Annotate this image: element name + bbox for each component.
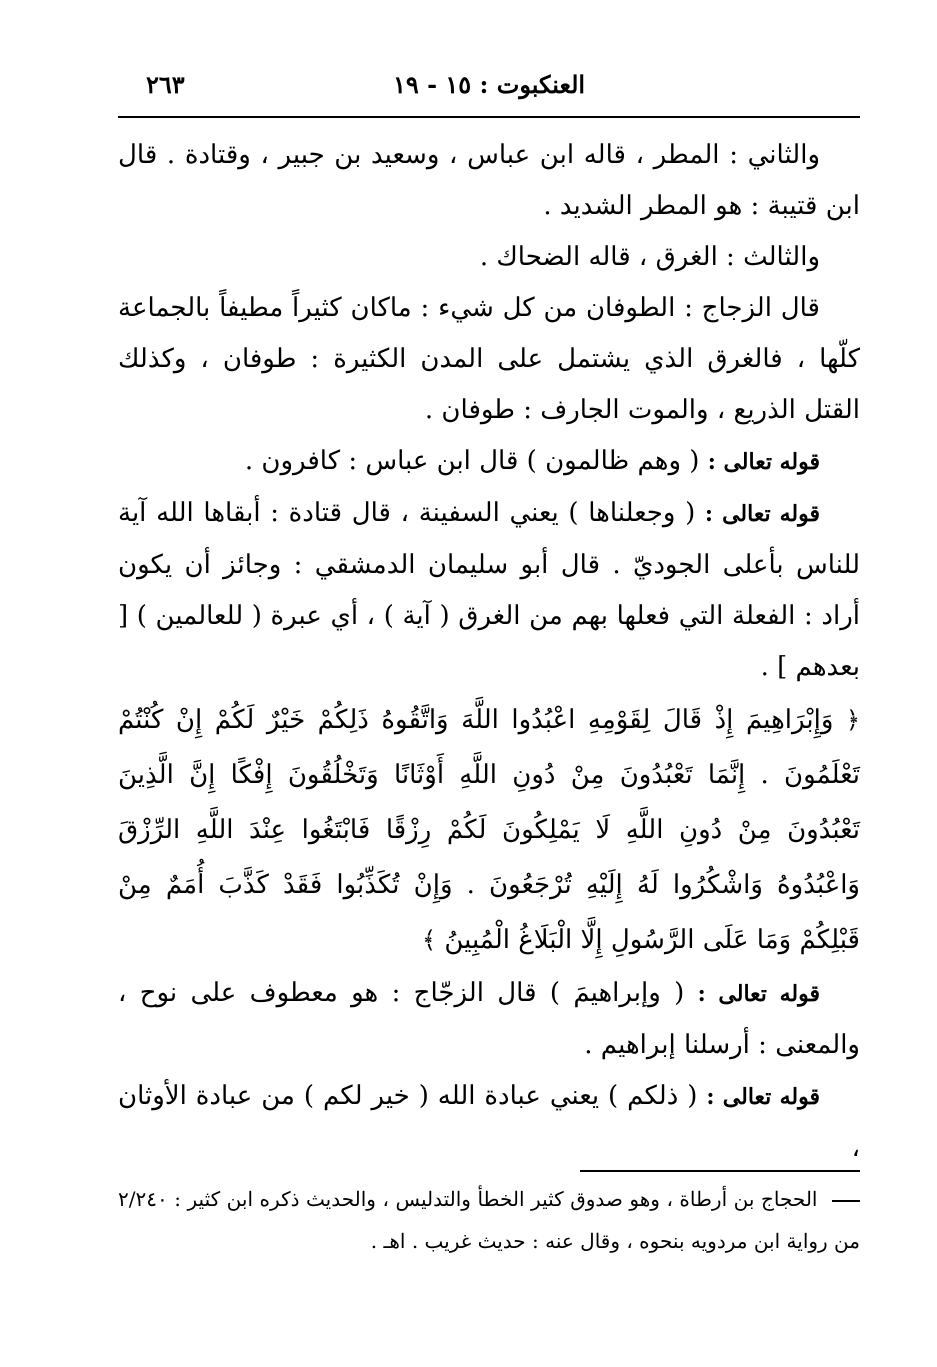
quran-verse — [118, 693, 860, 968]
paragraph-lead: قوله تعالى : — [697, 981, 820, 1007]
paragraph-text: والثالث : الغرق ، قاله الضحاك . — [479, 242, 820, 272]
paragraph-text: ( وجعلناها ) يعني السفينة ، قال قتادة : أبقاها الله آية للناس بأعلى الجوديّ . قال أبو سليمان الدمشقي : وجائز أن يكون أراد : الفعلة التي فعلها بهم من الغرق ( آية ) ، أي عبرة ( للعالمين ) [ بعدهم ] . — [118, 498, 860, 682]
paragraph-6 — [118, 968, 860, 1071]
paragraph-1 — [118, 130, 860, 232]
page-header — [118, 58, 860, 118]
footnote-rule — [580, 1170, 860, 1172]
paragraph-text: قال الزجاج : الطوفان من كل شيء : ماكان كثيراً مطيفاً بالجماعة كلّها ، فالغرق الذي يشتمل على المدن الكثيرة : طوفان ، وكذلك القتل الذريع ، والموت الجارف : طوفان . — [118, 293, 860, 425]
page — [118, 58, 860, 1318]
paragraph-lead: قوله تعالى : — [706, 1084, 820, 1110]
paragraph-lead: قوله تعالى : — [707, 449, 820, 475]
verse-text: وَإِبْرَاهِيمَ إِذْ قَالَ لِقَوْمِهِ اعْبُدُوا اللَّهَ وَاتَّقُوهُ ذَلِكُمْ خَيْرٌ لَكُمْ إِنْ كُنْتُمْ تَعْلَمُونَ . إِنَّمَا تَعْبُدُونَ مِنْ دُونِ اللَّهِ أَوْثَانًا وَتَخْلُقُونَ إِفْكًا إِنَّ الَّذِينَ تَعْبُدُونَ مِنْ دُونِ اللَّهِ لَا يَمْلِكُونَ لَكُمْ رِزْقًا فَابْتَغُوا عِنْدَ اللَّهِ الرِّزْقَ وَاعْبُدُوهُ وَاشْكُرُوا لَهُ إِلَيْهِ تُرْجَعُونَ . وَإِنْ تُكَذِّبُوا فَقَدْ كَذَّبَ أُمَمٌ مِنْ قَبْلِكُمْ وَمَا عَلَى الرَّسُولِ إِلَّا الْبَلَاغُ الْمُبِينُ — [118, 705, 860, 955]
paragraph-lead: قوله تعالى : — [704, 501, 821, 527]
paragraph-text: ( ذلكم ) يعني عبادة الله ( خير لكم ) من عبادة الأوثان ، — [118, 1081, 860, 1163]
paragraph-2 — [118, 232, 860, 283]
verse-close-bracket: ﴾ — [422, 926, 437, 954]
footnote-text: الحجاج بن أرطاة ، وهو صدوق كثير الخطأ والتدليس ، والحديث ذكره ابن كثير : ٢/٢٤٠ من رواية ابن مردويه بنحوه ، وقال عنه : حديث غريب . اهـ . — [118, 1187, 860, 1253]
paragraph-text: ( وإبراهيمَ ) قال الزجّاج : هو معطوف على نوح ، والمعنى : أرسلنا إبراهيم . — [118, 978, 860, 1060]
verse-open-bracket: ﴿ — [845, 706, 860, 734]
paragraph-text: ( وهم ظالمون ) قال ابن عباس : كافرون . — [244, 446, 700, 476]
running-title: العنكبوت : ١٥ - ١٩ — [392, 70, 586, 99]
footnotes — [118, 1178, 860, 1262]
paragraph-3 — [118, 283, 860, 436]
paragraph-text: والثاني : المطر ، قاله ابن عباس ، وسعيد بن جبير ، وقتادة . قال ابن قتيبة : هو المطر الشديد . — [118, 140, 860, 221]
footnote-dash — [832, 1200, 860, 1202]
paragraph-4 — [118, 436, 860, 488]
paragraph-7 — [118, 1071, 860, 1174]
footnote — [118, 1178, 860, 1262]
paragraph-5 — [118, 488, 860, 693]
page-number: ٢٦٣ — [146, 70, 185, 99]
main-text — [118, 130, 860, 1174]
